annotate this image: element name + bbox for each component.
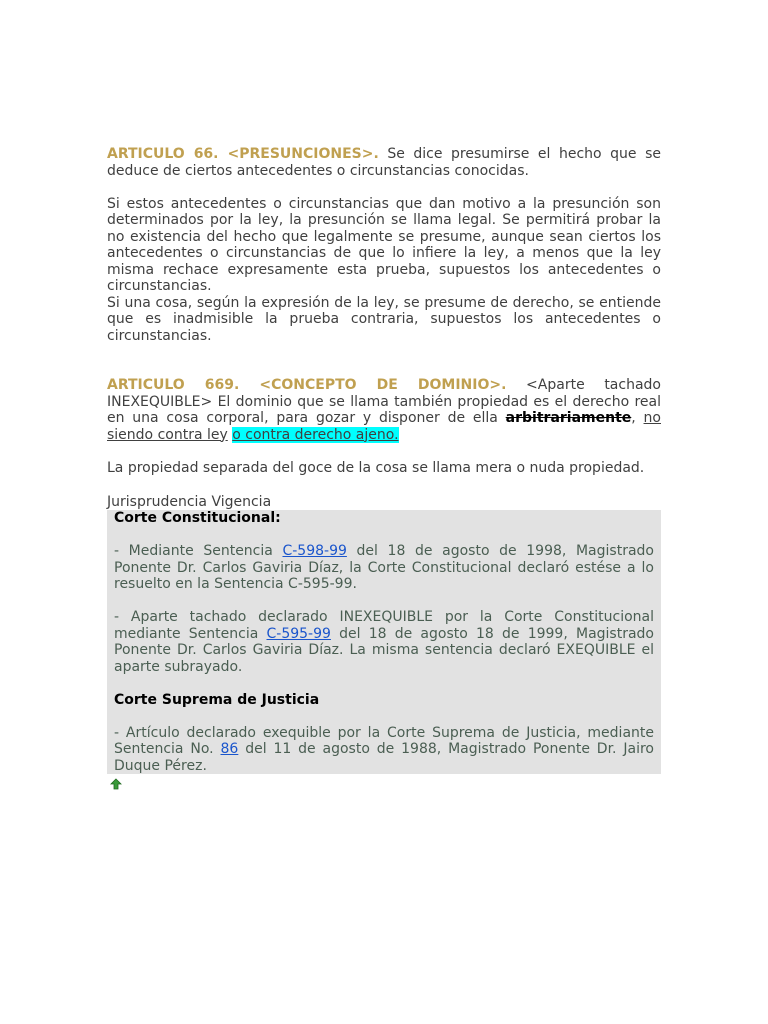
item-2-post: del 18 de agosto 18 de 1999, Magistrado Ponente Dr. Carlos Gaviria Díaz. La misma sentencia declaró EXEQUIBLE el aparte subrayado.: [114, 625, 654, 675]
corte-suprema-heading: Corte Suprema de Justicia: [114, 691, 320, 708]
article-66-para-3: Si una cosa, según la expresión de la ley, se presume de derecho, se entiende que es inadmisible la prueba contraria, supuestos los antecedentes o circunstancias.: [107, 294, 661, 344]
article-66-text-1: Se dice presumirse el hecho que se deduce de ciertos antecedentes o circunstancias conocidas.: [107, 146, 661, 179]
article-66-para-1: [107, 146, 661, 179]
item-3-pre: - Artículo declarado exequible por la Corte Suprema de Justicia, mediante Sentencia No.: [114, 724, 654, 757]
jurisprudencia-item-1: [114, 543, 654, 593]
sentencia-86-link[interactable]: 86: [220, 741, 239, 757]
corte-constitucional-heading: Corte Constitucional:: [114, 510, 281, 526]
sentencia-c-595-99-link[interactable]: C-595-99: [266, 625, 331, 642]
item-2-pre: - Aparte tachado declarado INEXEQUIBLE por la Corte Constitucional mediante Sentencia: [114, 609, 654, 642]
article-669-para-1: [107, 377, 661, 443]
comma-text: ,: [631, 410, 644, 426]
up-arrow-icon[interactable]: [110, 778, 122, 790]
item-3-post: del 11 de agosto de 1988, Magistrado Ponente Dr. Jairo Duque Pérez.: [114, 741, 654, 774]
struck-text: arbitrariamente: [505, 410, 632, 426]
article-669-text-1: <Aparte tachado INEXEQUIBLE> El dominio que se llama también propiedad es el derecho real en una cosa corporal, para gozar y disponer de ella: [107, 377, 661, 426]
article-66-heading: ARTICULO 66. <PRESUNCIONES>.: [107, 146, 379, 162]
jurisprudencia-title: Jurisprudencia Vigencia: [107, 493, 272, 510]
article-669-heading: ARTICULO 669. <CONCEPTO DE DOMINIO>.: [107, 377, 507, 393]
article-66-para-2: Si estos antecedentes o circunstancias que dan motivo a la presunción son determinados por la ley, la presunción se llama legal. Se permitirá probar la no existencia del hecho que legalmente se presume, aunque sean ciertos los antecedentes o circunstancias de que lo infiere la ley, a menos que la ley misma rechace expresamente esta prueba, supuestos los antecedentes o circunstancias.: [107, 195, 661, 294]
jurisprudencia-item-3: [114, 725, 654, 775]
document-page: [107, 146, 661, 790]
item-1-post: del 18 de agosto de 1998, Magistrado Ponente Dr. Carlos Gaviria Díaz, la Corte Constitucional declaró estése a lo resuelto en la Sentencia C-595-99.: [114, 543, 654, 592]
jurisprudencia-item-2: [114, 609, 654, 675]
highlighted-text: o contra derecho ajeno.: [232, 426, 399, 443]
article-669-para-2: La propiedad separada del goce de la cosa se llama mera o nuda propiedad.: [107, 459, 645, 476]
underlined-text: no siendo contra ley: [107, 410, 661, 443]
jurisprudencia-box: [107, 510, 661, 774]
sentencia-c-598-99-link[interactable]: C-598-99: [282, 543, 347, 559]
item-1-pre: - Mediante Sentencia: [114, 543, 283, 559]
